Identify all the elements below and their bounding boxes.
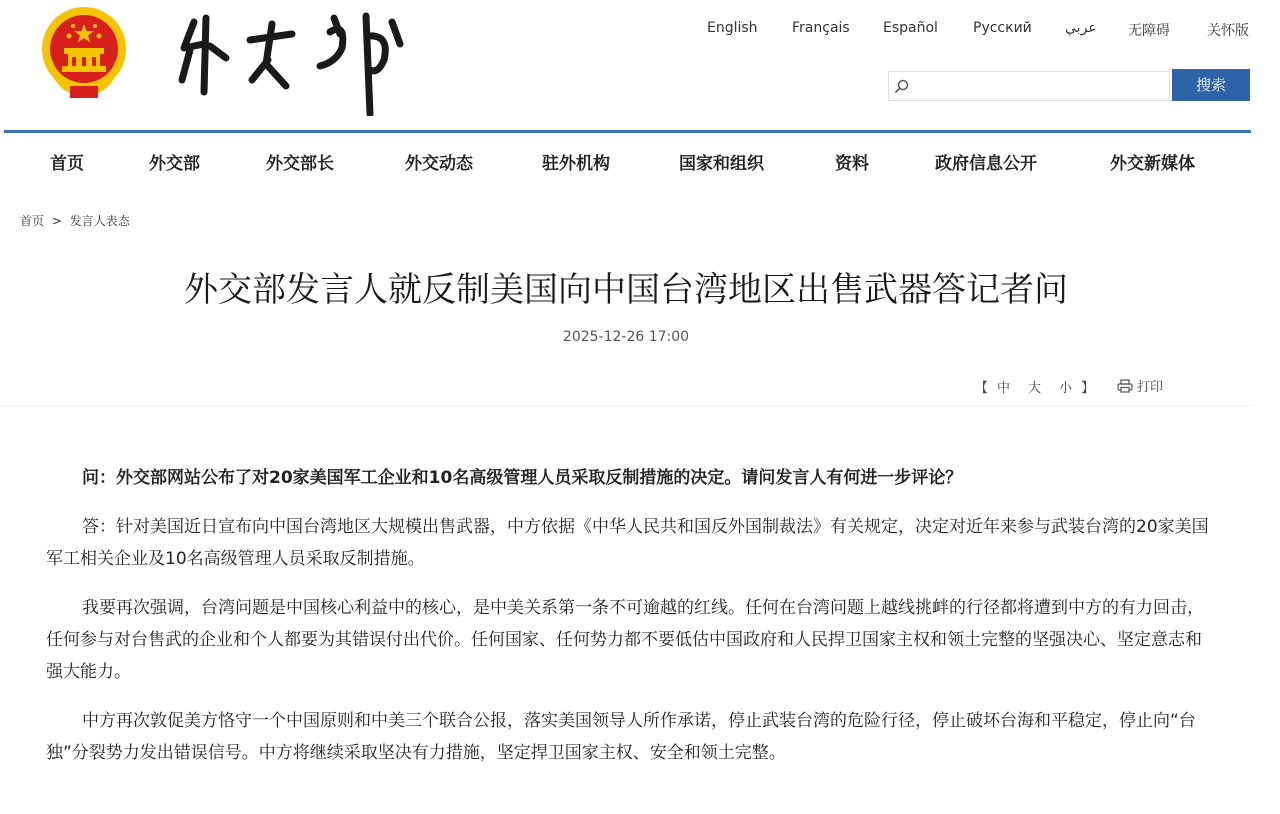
article-paragraph: 中方再次敦促美方恪守一个中国原则和中美三个联合公报，落实美国领导人所作承诺，停止武装台湾的危险行径，停止破坏台海和平稳定，停止向“台独”分裂势力发出错误信号。中方将继续采取坚决有力措施，坚定捍卫国家主权、安全和领土完整。 <box>46 711 1196 763</box>
font-size-small-button[interactable]: 小 <box>1059 381 1073 396</box>
search-box <box>888 71 1170 101</box>
lang-spanish[interactable]: Español <box>883 20 938 36</box>
accessibility-link[interactable]: 无障碍 <box>1128 23 1170 39</box>
article-title: 外交部发言人就反制美国向中国台湾地区出售武器答记者问 <box>184 270 1068 310</box>
font-size-bracket-close: 】 <box>1081 381 1095 396</box>
article-body <box>46 462 1218 786</box>
lang-french[interactable]: Français <box>792 20 850 36</box>
language-switcher <box>690 20 1265 42</box>
nav-item-new-media[interactable]: 外交新媒体 <box>1110 154 1195 174</box>
article-datetime: 2025-12-26 17:00 <box>562 329 690 345</box>
breadcrumb-current[interactable]: 发言人表态 <box>69 214 130 228</box>
nav-item-ministry[interactable]: 外交部 <box>149 154 200 174</box>
print-button[interactable] <box>1117 376 1163 395</box>
font-size-medium-button[interactable]: 大 <box>1028 381 1042 396</box>
breadcrumb-separator: > <box>51 214 62 228</box>
lang-english[interactable]: English <box>707 20 758 36</box>
elderly-care-version-link[interactable]: 关怀版 <box>1207 23 1249 39</box>
search-button[interactable]: 搜索 <box>1172 69 1250 101</box>
national-emblem-icon[interactable] <box>40 2 128 100</box>
nav-item-minister[interactable]: 外交部长 <box>266 154 334 174</box>
article-answer: 答：针对美国近日宣布向中国台湾地区大规模出售武器，中方依据《中华人民共和国反外国制裁法》有关规定，决定对近年来参与武装台湾的20家美国军工相关企业及10名高级管理人员采取反制措施。 <box>46 517 1209 569</box>
nav-item-diplomatic-news[interactable]: 外交动态 <box>405 154 473 174</box>
lang-russian[interactable]: Русский <box>973 20 1032 36</box>
font-size-large-button[interactable]: 中 <box>997 381 1011 396</box>
site-logo-calligraphy[interactable] <box>170 4 420 116</box>
print-label: 打印 <box>1137 380 1164 395</box>
lang-arabic[interactable]: عربي <box>1065 20 1097 36</box>
nav-item-home[interactable]: 首页 <box>50 154 84 174</box>
nav-item-government-info[interactable]: 政府信息公开 <box>935 154 1037 174</box>
toolbar-divider <box>0 405 1252 406</box>
font-size-bracket-open: 【 <box>975 381 989 396</box>
nav-item-countries-organizations[interactable]: 国家和组织 <box>679 154 764 174</box>
nav-item-resources[interactable]: 资料 <box>835 154 869 174</box>
search-icon <box>895 79 909 93</box>
font-size-controls <box>975 377 1094 396</box>
breadcrumb <box>20 212 130 229</box>
site-header <box>0 0 1280 132</box>
article-paragraph: 我要再次强调，台湾问题是中国核心利益中的核心，是中美关系第一条不可逾越的红线。任何在台湾问题上越线挑衅的行径都将遭到中方的有力回击，任何参与对台售武的企业和个人都要为其错误付出代价。任何国家、任何势力都不要低估中国政府和人民捍卫国家主权和领土完整的坚强决心、坚定意志和强大能力。 <box>46 598 1204 682</box>
article-question: 问：外交部网站公布了对20家美国军工企业和10名高级管理人员采取反制措施的决定。请问发言人有何进一步评论？ <box>82 468 963 488</box>
search-input[interactable] <box>915 74 1169 100</box>
nav-item-missions-abroad[interactable]: 驻外机构 <box>542 154 610 174</box>
printer-icon <box>1117 379 1133 393</box>
main-nav <box>0 133 1280 185</box>
breadcrumb-home[interactable]: 首页 <box>20 214 45 228</box>
